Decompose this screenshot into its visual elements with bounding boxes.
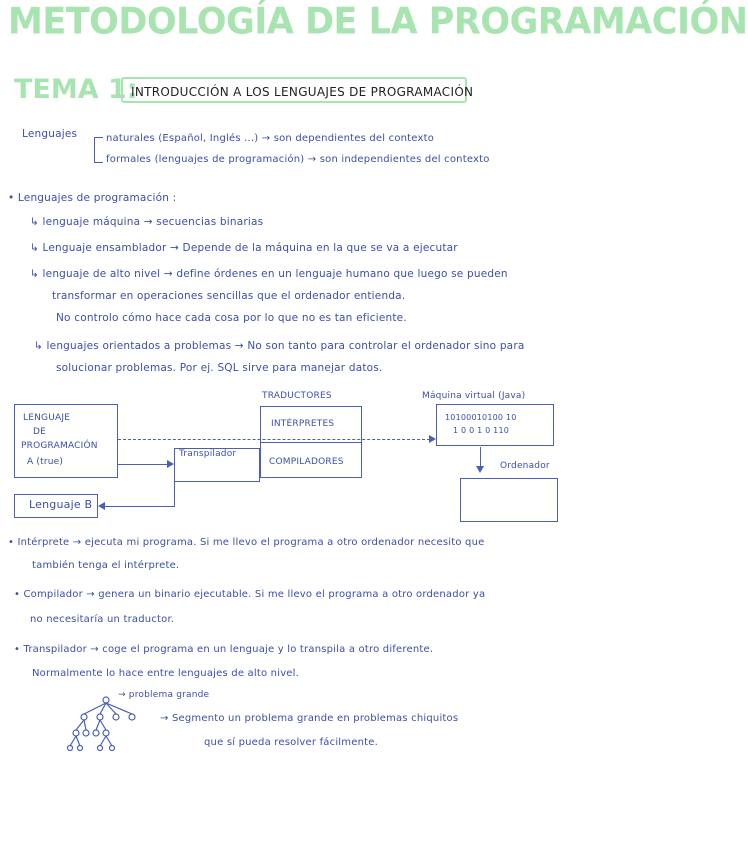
interpretes-label: INTÉRPRETES <box>271 419 335 429</box>
naturales-line: naturales (Español, Inglés ...) → son dependientes del contexto <box>106 133 435 144</box>
tema-label: TEMA 1: <box>14 74 138 105</box>
bytecode-line1: 10100010100 10 <box>445 413 517 422</box>
lenguaje-a-box <box>14 404 118 478</box>
lenguajes-programacion-heading: • Lenguajes de programación : <box>8 192 177 204</box>
ordenador-label: Ordenador <box>500 461 550 471</box>
dashed-connector <box>118 439 430 440</box>
def-interprete-2: también tenga el intérprete. <box>32 560 180 571</box>
page-title: METODOLOGÍA DE LA PROGRAMACIÓN <box>8 1 748 43</box>
lenguaje-alto-nivel-cont: transformar en operaciones sencillas que el ordenador entienda. <box>52 290 406 302</box>
def-compilador-1: • Compilador → genera un binario ejecutable. Si me llevo el programa a otro ordenador ya <box>14 589 486 600</box>
transpilador-label: Transpilador <box>179 449 237 459</box>
lenguaje-b-label: Lenguaje B <box>29 498 93 511</box>
connector-ordenador <box>480 447 481 467</box>
lenguaje-alto-nivel-note: No controlo cómo hace cada cosa por lo que no es tan eficiente. <box>56 312 407 324</box>
def-compilador-2: no necesitaría un traductor. <box>30 614 175 625</box>
compiladores-label: COMPILADORES <box>269 457 344 467</box>
lenguaje-a-line2: DE <box>33 427 47 437</box>
arrow-left-icon <box>98 502 105 510</box>
tree-label: → problema grande <box>118 690 210 700</box>
bytecode-line2: 1 0 0 1 0 110 <box>453 426 510 435</box>
arrow-right-icon <box>429 435 436 443</box>
lenguajes-label: Lenguajes <box>22 128 78 140</box>
lenguaje-alto-nivel: ↳ lenguaje de alto nivel → define órdenes en un lenguaje humano que luego se pueden <box>30 268 508 280</box>
traductores-divider <box>261 442 361 443</box>
connector-down <box>174 482 175 506</box>
formales-line: formales (lenguajes de programación) → son independientes del contexto <box>106 154 490 165</box>
traductores-label: TRADUCTORES <box>262 391 332 401</box>
lenguaje-b-box <box>14 494 98 518</box>
traductores-box <box>260 406 362 478</box>
tree-text-1: → Segmento un problema grande en problemas chiquitos <box>160 713 459 724</box>
ordenador-box <box>460 478 558 522</box>
arrow-right-icon <box>167 460 174 468</box>
def-transpilador-1: • Transpilador → coge el programa en un lenguaje y lo transpila a otro diferente. <box>14 644 434 655</box>
lenguajes-orientados: ↳ lenguajes orientados a problemas → No son tanto para controlar el ordenador sino para <box>34 340 525 352</box>
lenguaje-ensamblador: ↳ Lenguaje ensamblador → Depende de la máquina en la que se va a ejecutar <box>30 242 458 254</box>
lenguajes-orientados-cont: solucionar problemas. Por ej. SQL sirve para manejar datos. <box>56 362 383 374</box>
connector-to-b <box>104 506 175 507</box>
bracket <box>94 137 103 163</box>
connector-a-transpilador <box>118 464 168 465</box>
def-interprete-1: • Intérprete → ejecuta mi programa. Si me llevo el programa a otro ordenador necesito que <box>8 537 485 548</box>
lenguaje-a-line3: PROGRAMACIÓN <box>21 441 98 451</box>
tema-title-box: INTRODUCCIÓN A LOS LENGUAJES DE PROGRAMACIÓN <box>121 77 467 103</box>
lenguaje-a-line1: LENGUAJE <box>23 413 71 423</box>
lenguaje-a-line4: A (true) <box>27 457 64 467</box>
tree-text-2: que sí pueda resolver fácilmente. <box>204 737 378 748</box>
maquina-virtual-box <box>436 404 554 446</box>
arrow-down-icon <box>476 466 484 473</box>
transpilador-box <box>174 448 260 482</box>
lenguaje-maquina: ↳ lenguaje máquina → secuencias binarias <box>30 216 264 228</box>
maquina-virtual-label: Máquina virtual (Java) <box>422 391 526 401</box>
def-transpilador-2: Normalmente lo hace entre lenguajes de alto nivel. <box>32 668 300 679</box>
